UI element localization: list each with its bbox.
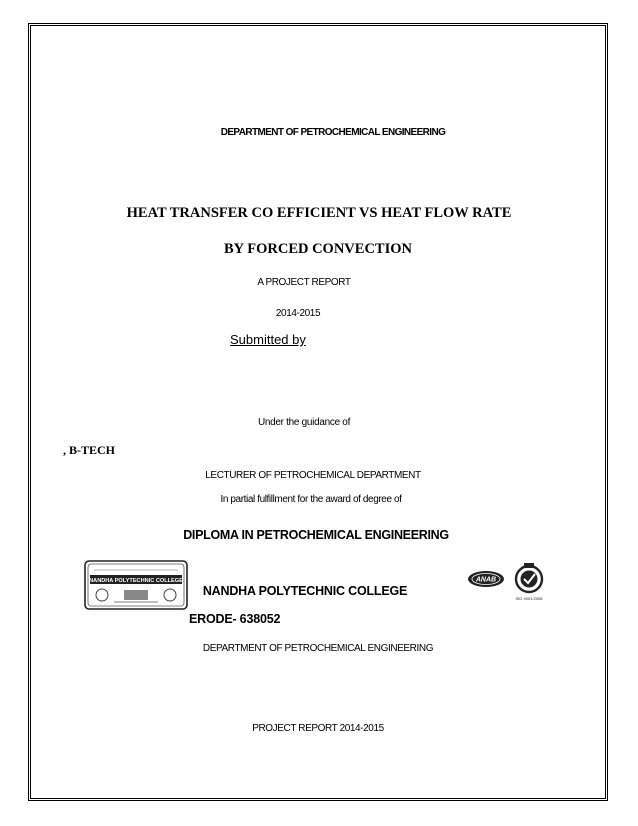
academic-year: 2014-2015 bbox=[275, 308, 321, 319]
submitted-by-label: Submitted by bbox=[230, 332, 306, 347]
fulfillment-statement: In partial fulfillment for the award of degree of bbox=[220, 494, 402, 505]
guide-designation: LECTURER OF PETROCHEMICAL DEPARTMENT bbox=[205, 470, 421, 481]
project-report-footer: PROJECT REPORT 2014-2015 bbox=[252, 723, 384, 734]
iso-certification-icon bbox=[516, 563, 542, 592]
report-type: A PROJECT REPORT bbox=[257, 277, 351, 288]
college-name: NANDHA POLYTECHNIC COLLEGE bbox=[202, 584, 408, 598]
department-header: DEPARTMENT OF PETROCHEMICAL ENGINEERING bbox=[220, 127, 446, 138]
page-border bbox=[28, 23, 608, 801]
guide-degree: , B-TECH bbox=[63, 443, 116, 457]
college-logo bbox=[84, 560, 188, 610]
report-title-line-2: BY FORCED CONVECTION bbox=[224, 241, 412, 257]
report-title-line-1: HEAT TRANSFER CO EFFICIENT VS HEAT FLOW RATE bbox=[126, 205, 512, 221]
certification-logos bbox=[466, 562, 548, 604]
anab-logo bbox=[468, 571, 504, 587]
college-logo-text: NANDHA POLYTECHNIC COLLEGE bbox=[89, 578, 183, 584]
iso-certification-text: ISO 9001:2008 bbox=[515, 596, 543, 601]
diploma-title: DIPLOMA IN PETROCHEMICAL ENGINEERING bbox=[183, 528, 449, 542]
anab-logo-text: ANAB bbox=[475, 576, 497, 584]
department-footer: DEPARTMENT OF PETROCHEMICAL ENGINEERING bbox=[202, 643, 434, 654]
guidance-label: Under the guidance of bbox=[257, 417, 351, 428]
college-location: ERODE- 638052 bbox=[189, 612, 281, 626]
